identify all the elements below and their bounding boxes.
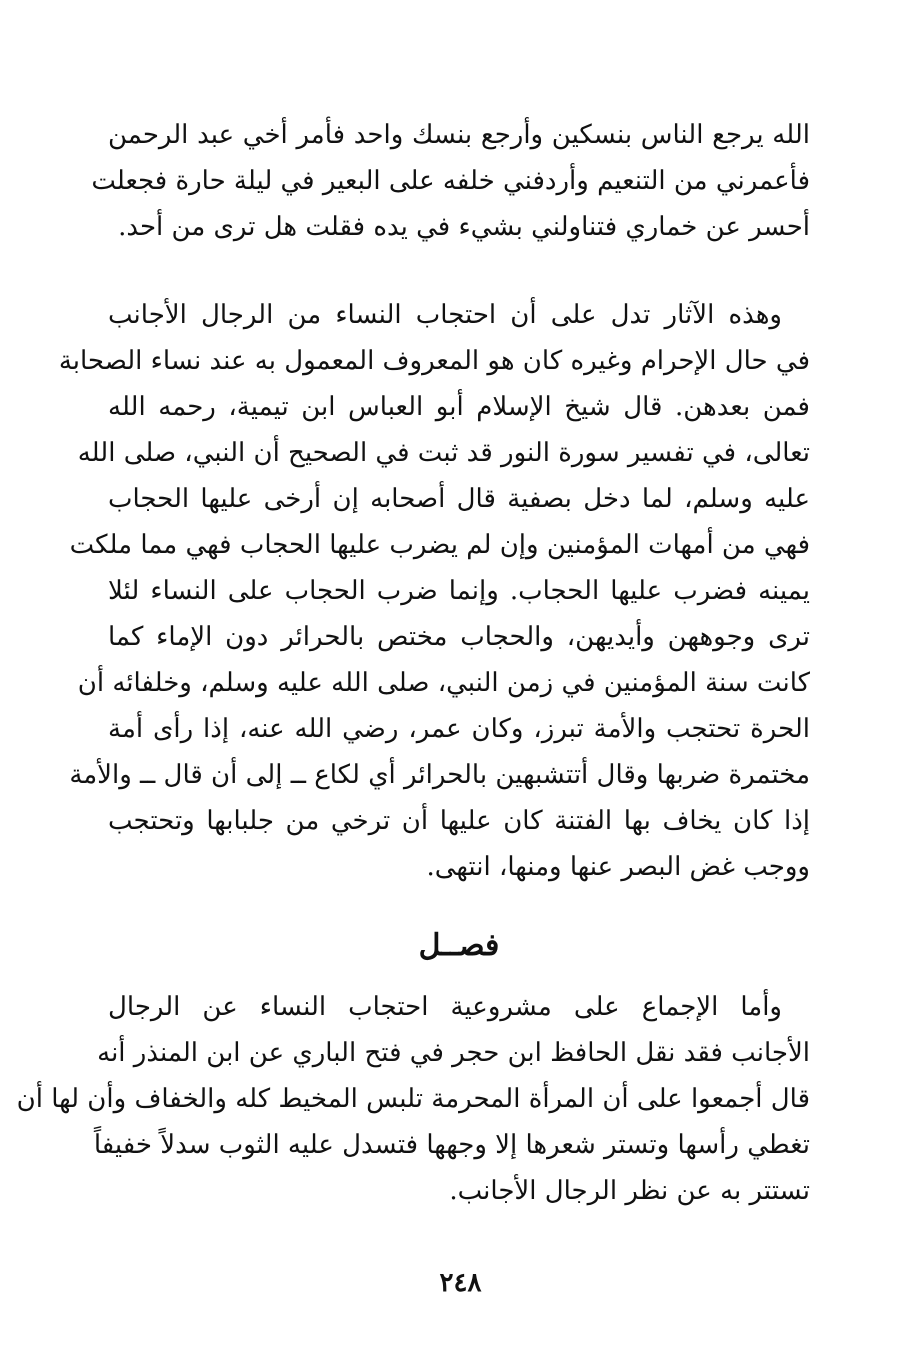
text-line: يمينه فضرب عليها الحجاب. وإنما ضرب الحجاب على النساء لئلا xyxy=(108,576,810,606)
text-line: ووجب غض البصر عنها ومنها، انتهى. xyxy=(426,852,810,882)
text-line: فمن بعدهن. قال شيخ الإسلام أبو العباس ابن تيمية، رحمه الله xyxy=(108,392,810,422)
text-line: تغطي رأسها وتستر شعرها إلا وجهها فتسدل عليه الثوب سدلاً خفيفاً xyxy=(93,1130,810,1160)
text-line: كانت سنة المؤمنين في زمن النبي، صلى الله عليه وسلم، وخلفائه أن xyxy=(77,668,810,698)
text-line: أحسر عن خماري فتناولني بشيء في يده فقلت هل ترى من أحد. xyxy=(118,212,810,242)
text-line: الحرة تحتجب والأمة تبرز، وكان عمر، رضي الله عنه، إذا رأى أمة xyxy=(108,714,810,744)
text-line: تعالى، في تفسير سورة النور قد ثبت في الصحيح أن النبي، صلى الله xyxy=(77,438,810,468)
text-line: ترى وجوههن وأيديهن، والحجاب مختص بالحرائر دون الإماء كما xyxy=(108,622,810,652)
text-line: فهي من أمهات المؤمنين وإن لم يضرب عليها الحجاب فهي مما ملكت xyxy=(69,530,810,560)
paragraph-2 xyxy=(58,292,810,890)
text-line: وأما الإجماع على مشروعية احتجاب النساء عن الرجال xyxy=(108,992,782,1022)
paragraph-3 xyxy=(16,984,810,1214)
text-line: قال أجمعوا على أن المرأة المحرمة تلبس المخيط كله والخفاف وأن لها أن xyxy=(16,1084,810,1114)
text-line: مختمرة ضربها وقال أتتشبهين بالحرائر أي لكاع ــ إلى أن قال ــ والأمة xyxy=(69,760,810,790)
paragraph-1 xyxy=(91,112,810,250)
text-line: فأعمرني من التنعيم وأردفني خلفه على البعير في ليلة حارة فجعلت xyxy=(91,166,810,196)
page-number: ٢٤٨ xyxy=(439,1268,482,1298)
page-body xyxy=(16,112,810,1214)
text-line: تستتر به عن نظر الرجال الأجانب. xyxy=(449,1176,810,1206)
text-line: وهذه الآثار تدل على أن احتجاب النساء من الرجال الأجانب xyxy=(108,300,782,330)
text-line: في حال الإحرام وغيره كان هو المعروف المعمول به عند نساء الصحابة xyxy=(58,346,810,376)
text-line: الأجانب فقد نقل الحافظ ابن حجر في فتح الباري عن ابن المنذر أنه xyxy=(97,1038,810,1068)
text-line: الله يرجع الناس بنسكين وأرجع بنسك واحد فأمر أخي عبد الرحمن xyxy=(108,120,810,150)
text-line: عليه وسلم، لما دخل بصفية قال أصحابه إن أرخى عليها الحجاب xyxy=(108,484,810,514)
text-line: إذا كان يخاف بها الفتنة كان عليها أن ترخي من جلبابها وتحتجب xyxy=(108,806,810,836)
section-heading: فصــل xyxy=(418,928,500,963)
